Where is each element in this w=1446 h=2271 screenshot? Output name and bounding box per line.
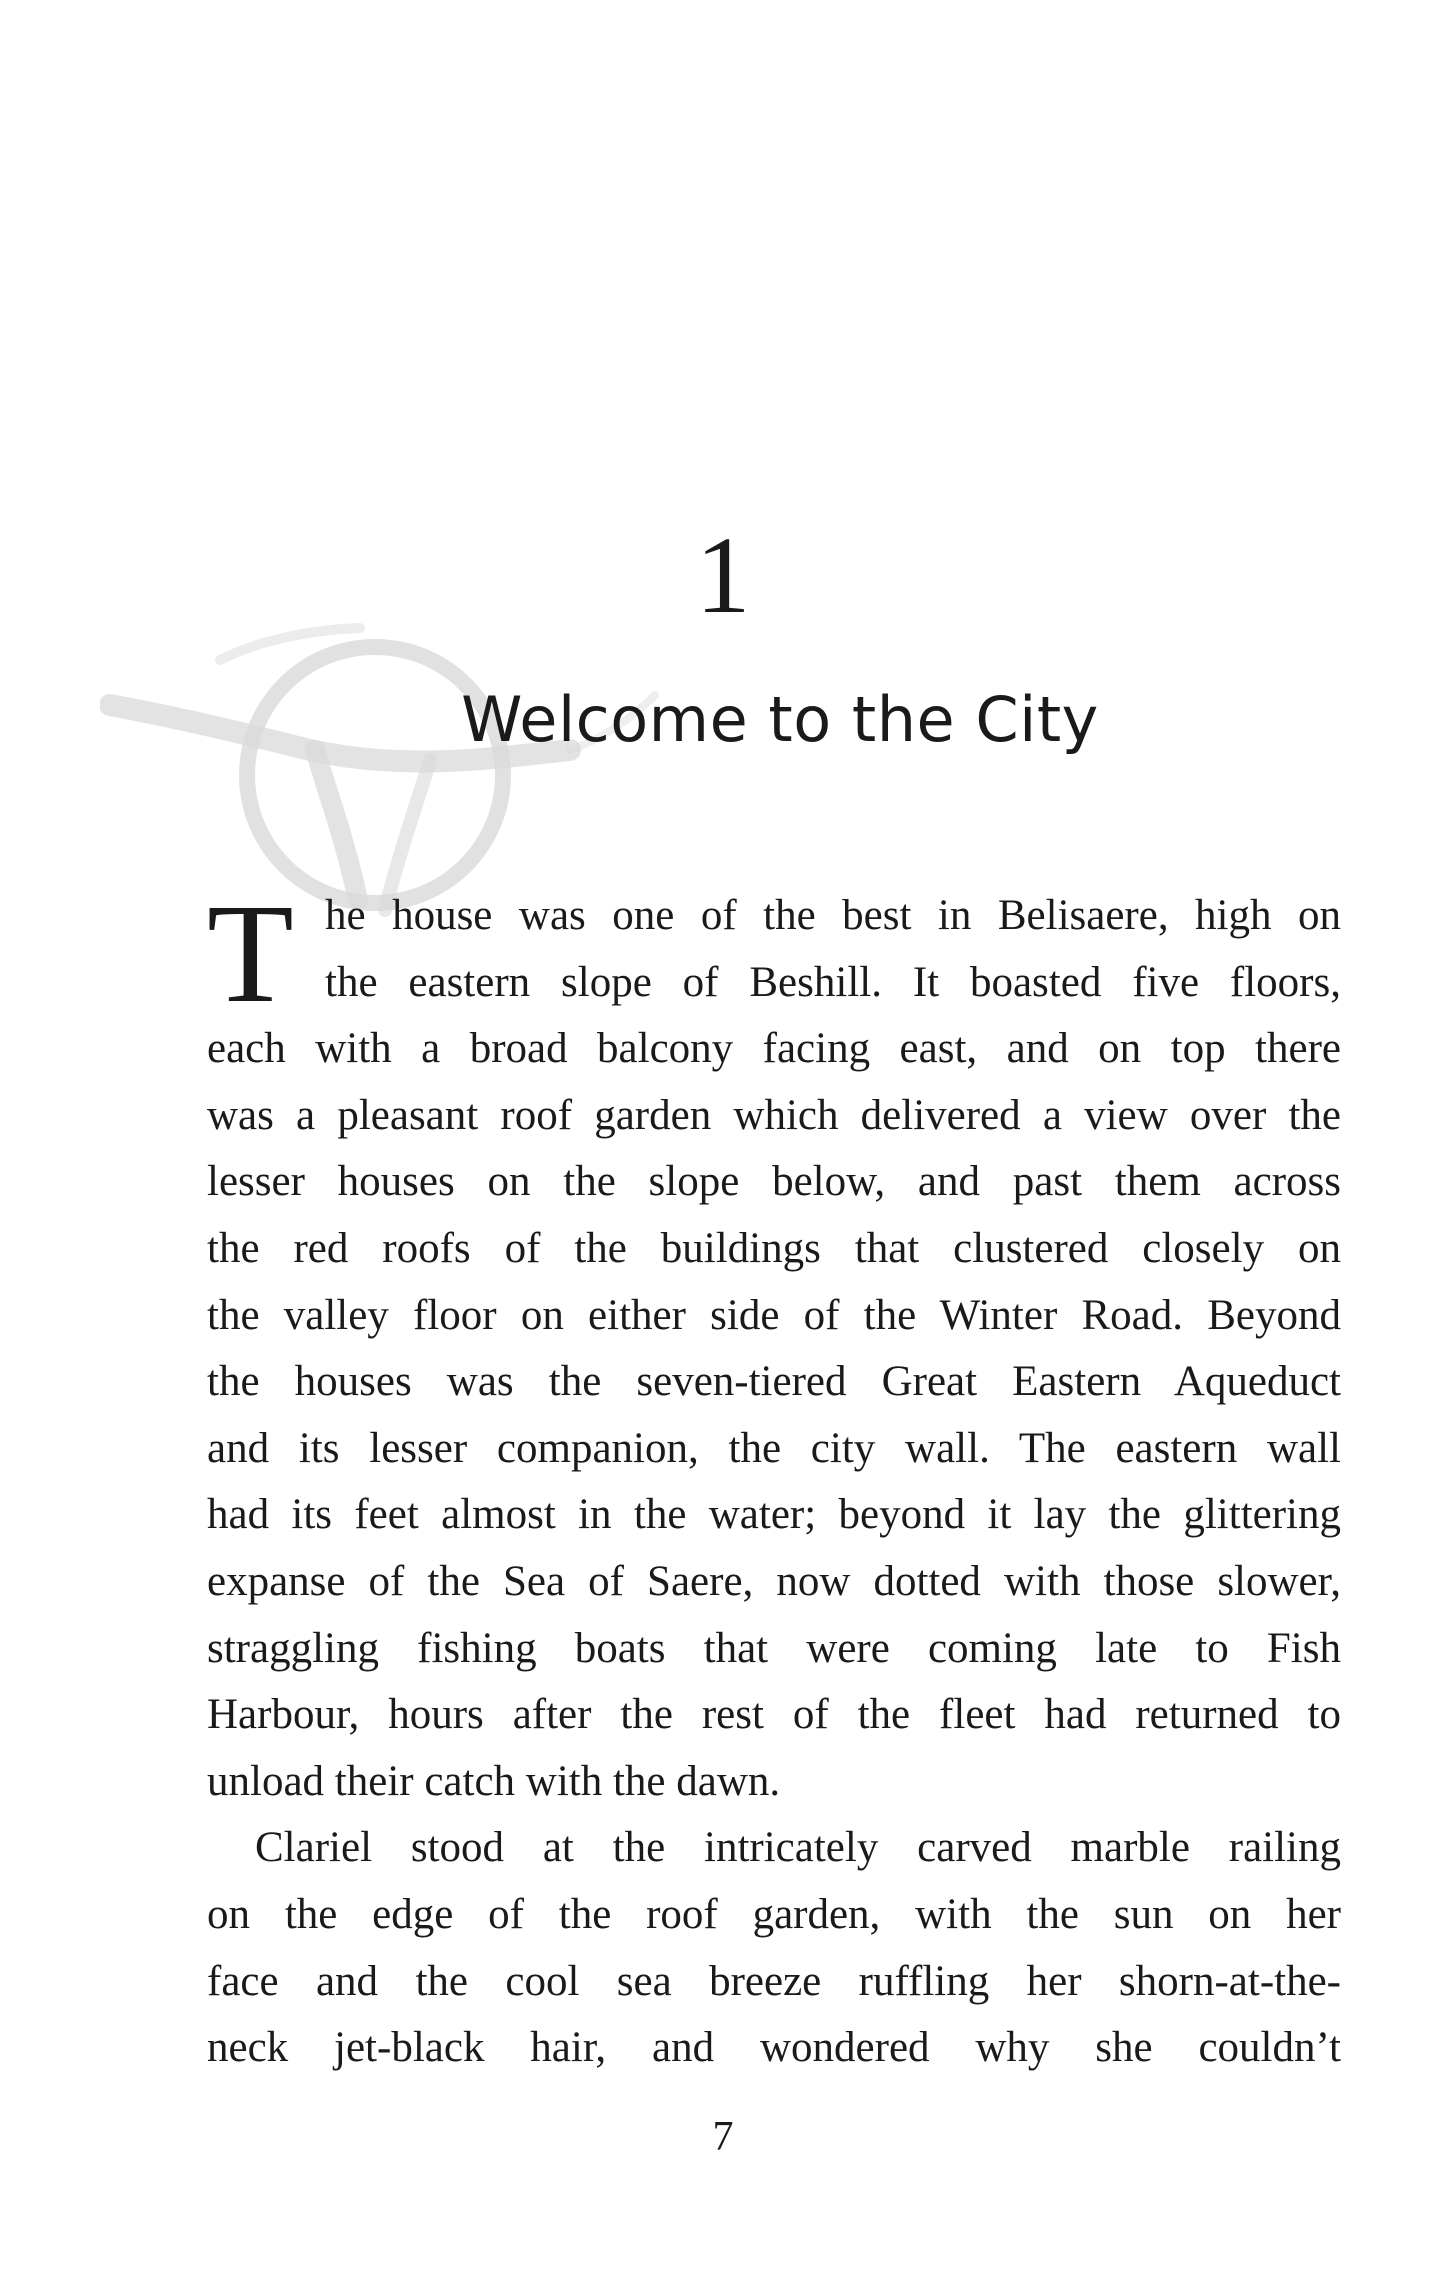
text-line: face and the cool sea breeze ruffling her shorn-at-the- xyxy=(207,1957,1341,2005)
text-line: the houses was the seven-tiered Great Eastern Aqueduct xyxy=(207,1358,1341,1406)
text-line: expanse of the Sea of Saere, now dotted with those slower, xyxy=(207,1557,1341,1605)
text-line: the valley floor on either side of the Winter Road. Beyond xyxy=(207,1291,1341,1339)
chapter-number: 1 xyxy=(695,514,751,636)
chapter-ornament-icon xyxy=(100,600,660,930)
body-text xyxy=(207,874,1341,2082)
text-line: had its feet almost in the water; beyond it lay the glittering xyxy=(207,1491,1341,1539)
chapter-title: Welcome to the City xyxy=(461,683,1099,756)
text-line: and its lesser companion, the city wall. The eastern wall xyxy=(207,1424,1341,1472)
text-line: on the edge of the roof garden, with the sun on her xyxy=(207,1890,1341,1938)
text-line: neck jet-black hair, and wondered why she couldn’t xyxy=(207,2024,1341,2072)
text-line: was a pleasant roof garden which delivered a view over the xyxy=(207,1091,1341,1139)
text-line: unload their catch with the dawn. xyxy=(207,1757,781,1805)
text-line: Harbour, hours after the rest of the fleet had returned to xyxy=(207,1691,1341,1739)
drop-cap: T xyxy=(207,874,294,1032)
page-number: 7 xyxy=(712,2114,734,2160)
text-line: each with a broad balcony facing east, and on top there xyxy=(207,1025,1341,1073)
text-line: he house was one of the best in Belisaere, high on xyxy=(325,892,1341,939)
text-line: the red roofs of the buildings that clustered closely on xyxy=(207,1224,1341,1272)
text-line: the eastern slope of Beshill. It boasted five floors, xyxy=(325,958,1341,1006)
text-line: straggling fishing boats that were coming late to Fish xyxy=(207,1624,1341,1672)
text-line: lesser houses on the slope below, and past them across xyxy=(207,1158,1341,1206)
text-line: Clariel stood at the intricately carved marble railing xyxy=(255,1824,1341,1872)
